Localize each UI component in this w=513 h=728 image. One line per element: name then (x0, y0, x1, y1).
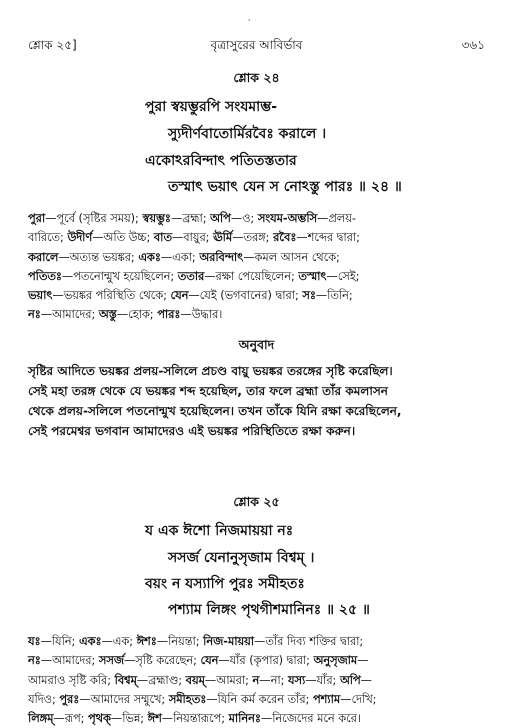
synonyms-25 (28, 632, 484, 728)
translation-24-line: থেকে প্রলয়-সলিলে পতনোন্মুখ হয়েছিলেন। তখন তাঁকে যিনি রক্ষা করেছিলেন, (28, 404, 402, 418)
translation-24-line: সেই পরমেশ্বর ভগবান আমাদেরও এই ভয়ঙ্কর পরিস্থিতিতে রক্ষা করুন। (28, 424, 356, 438)
translation-24 (28, 361, 484, 441)
synonyms-24-line: ভয়াৎ—ভয়ঙ্কর পরিস্থিতি থেকে; যেন—যেই (ভগবানের) দ্বারা; সঃ—তিনি; (28, 289, 353, 303)
synonyms-25-line: নঃ—আমাদের; সসর্জ—সৃষ্টি করেছেন; যেন—যাঁর (কৃপার) দ্বারা; অনুসৃজাম— (28, 654, 369, 668)
verse-24-line-1: পুরা স্বয়ম্ভুরপি সংযমাম্ভ- (145, 99, 278, 115)
verse-24-line-2: স্যুদীর্ণবাতোর্মিরবৈঃ করালে । (168, 126, 327, 142)
translation-24-line: সেই মহা তরঙ্গ থেকে যে ভয়ঙ্কর শব্দ হয়েছিল, তার ফলে ব্রহ্মা তাঁর কমলাসন (28, 384, 388, 398)
synonyms-25-line: যঃ—যিনি; একঃ—এক; ঈশঃ—নিয়ন্তা; নিজ-মায়য়া—তাঁর দিব্য শক্তির দ্বারা; (28, 635, 364, 648)
verse-25-line-3: বয়ং ন যস্যাপি পুরঃ সমীহতঃ (145, 576, 305, 592)
synonyms-25-line: যদিও; পুরঃ—আমাদের সম্মুখে; সমীহতঃ—যিনি কর্ম করেন তাঁর; পশ্যাম—দেখি; (28, 692, 377, 706)
verse-25-line-1: য এক ঈশো নিজমায়য়া নঃ (145, 523, 294, 539)
translation-24-title: অনুবাদ (238, 337, 275, 352)
header-page-number: ৩৬১ (461, 38, 485, 52)
verse-24-line-3: একোঽরবিন্দাৎ পতিতস্ততার (145, 153, 297, 169)
top-mark: ' (248, 18, 251, 27)
synonyms-25-line: আমরাও সৃষ্টি করি; বিশ্বম্—ব্রহ্মাণ্ড; বয়ম্—আমরা; ন—না; যস্য—যাঁর; অপি— (28, 673, 372, 687)
verse-25-heading: শ্লোক ২৫ (233, 494, 280, 509)
synonyms-24-line: পতিতঃ—পতনোন্মুখ হয়েছিলেন; ততার—রক্ষা পেয়েছিলেন; তস্মাৎ—সেই; (28, 269, 360, 283)
verse-25-line-2: সসর্জ যেনানুসৃজাম বিশ্বম্ । (168, 550, 315, 566)
synonyms-24-line: পুরা—পূর্বে (সৃষ্টির সময়); স্বয়ম্ভুঃ—ব্রহ্মা; অপি—ও; সংযম-অম্ভসি—প্রলয়- (28, 212, 356, 225)
synonyms-24-line: নঃ—আমাদের; অস্তু—হোক; পারঃ—উদ্ধার। (28, 308, 223, 322)
verse-24-heading: শ্লোক ২৪ (233, 70, 280, 85)
translation-24-line: সৃষ্টির আদিতে ভয়ঙ্কর প্রলয়-সলিলে প্রচণ্ড বায়ু ভয়ঙ্কর তরঙ্গের সৃষ্টি করেছিল। (28, 364, 393, 378)
synonyms-24 (28, 209, 484, 325)
header-verse-ref: শ্লোক ২৫] (28, 38, 77, 52)
header-chapter-title: বৃত্রাসুরের আবির্ভাব (210, 38, 303, 52)
running-header (28, 38, 485, 56)
verse-25-line-4: পশ্যাম লিঙ্গং পৃথগীশমানিনঃ ॥ ২৫ ॥ (168, 602, 370, 618)
synonyms-24-line: বারিতে; উদীর্ণ—অতি উচ্চ; বাত—বায়ুর; ঊর্মি—তরঙ্গ; রবৈঃ—শব্দের দ্বারা; (28, 231, 360, 245)
verse-24-line-4: তস্মাৎ ভয়াৎ যেন স নোঽস্তু পারঃ ॥ ২৪ ॥ (168, 179, 402, 195)
synonyms-25-line: লিঙ্গম্—রূপ; পৃথক্—ভিন্ন; ঈশ—নিয়ন্তারূপে; মানিনঃ—নিজেদের মনে করে। (28, 712, 361, 726)
synonyms-24-line: করালে—অত্যন্ত ভয়ঙ্কর; একঃ—একা; অরবিন্দাৎ—কমল আসন থেকে; (28, 250, 340, 264)
